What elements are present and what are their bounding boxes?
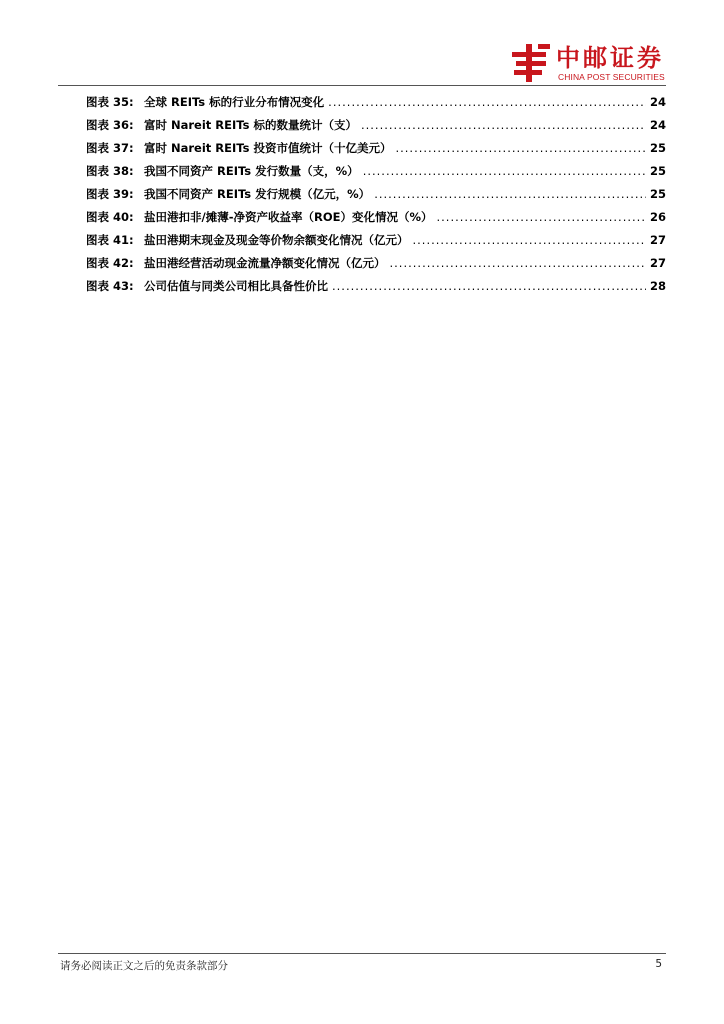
toc-entry[interactable] [86,164,666,187]
figure-number: 图表 38: [86,164,134,178]
toc-entry[interactable] [86,187,666,210]
figure-index-list [86,95,666,302]
dot-leader [413,233,647,248]
dot-leader [395,141,646,156]
header-divider [58,85,666,86]
disclaimer-note: 请务必阅读正文之后的免责条款部分 [60,960,228,972]
toc-entry[interactable] [86,256,666,279]
figure-title: 全球 REITs 标的行业分布情况变化 [144,95,325,109]
page-number: 24 [650,95,667,109]
page-footer-number: 5 [655,958,662,970]
dot-leader [361,118,646,133]
dot-leader [328,95,646,110]
page-number: 27 [650,256,667,270]
figure-number: 图表 36: [86,118,134,132]
figure-title: 富时 Nareit REITs 投资市值统计（十亿美元） [144,141,392,155]
footer-divider [58,953,666,954]
page-number: 27 [650,233,667,247]
figure-number: 图表 43: [86,279,134,293]
logo-chinese-name: 中邮证券 [556,44,664,72]
figure-number: 图表 35: [86,95,134,109]
company-logo [512,44,672,84]
dot-leader [363,164,646,179]
figure-number: 图表 42: [86,256,134,270]
toc-entry[interactable] [86,279,666,302]
figure-title: 我国不同资产 REITs 发行数量（支，%） [144,164,359,178]
toc-entry[interactable] [86,210,666,233]
figure-number: 图表 41: [86,233,134,247]
dot-leader [374,187,646,202]
toc-entry[interactable] [86,95,666,118]
page-number: 24 [650,118,667,132]
page-number: 28 [650,279,667,293]
logo-english-name: CHINA POST SECURITIES [558,72,665,82]
toc-entry[interactable] [86,233,666,256]
figure-title: 我国不同资产 REITs 发行规模（亿元，%） [144,187,371,201]
page-number: 25 [650,141,667,155]
figure-number: 图表 40: [86,210,134,224]
china-post-logo-icon [512,44,552,82]
figure-title: 盐田港经营活动现金流量净额变化情况（亿元） [144,256,386,270]
figure-title: 盐田港期末现金及现金等价物余额变化情况（亿元） [144,233,409,247]
figure-number: 图表 39: [86,187,134,201]
page-number: 25 [650,164,667,178]
toc-entry[interactable] [86,141,666,164]
figure-title: 盐田港扣非/摊薄-净资产收益率（ROE）变化情况（%） [144,210,433,224]
figure-number: 图表 37: [86,141,134,155]
figure-title: 富时 Nareit REITs 标的数量统计（支） [144,118,357,132]
page-number: 25 [650,187,667,201]
figure-title: 公司估值与同类公司相比具备性价比 [144,279,328,293]
dot-leader [390,256,647,271]
dot-leader [332,279,646,294]
page-number: 26 [650,210,667,224]
dot-leader [436,210,646,225]
toc-entry[interactable] [86,118,666,141]
